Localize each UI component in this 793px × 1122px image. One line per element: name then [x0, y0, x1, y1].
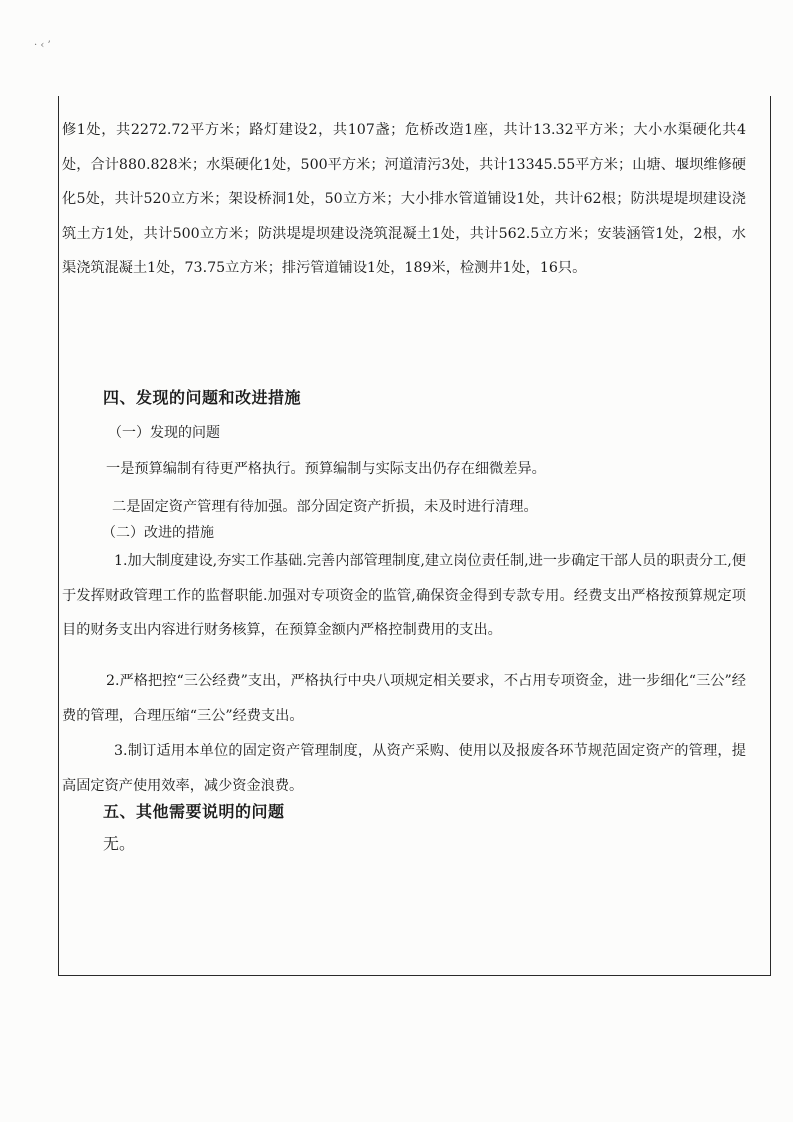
problems-subheading: （一）发现的问题	[108, 425, 220, 441]
section5-heading: 五、其他需要说明的问题	[103, 802, 285, 821]
problem-2: 二是固定资产管理有待加强。部分固定资产折损，未及时进行清理。	[112, 499, 538, 515]
section4-heading: 四、发现的问题和改进措施	[103, 388, 302, 407]
intro-paragraph: 修1处，共2272.72平方米；路灯建设2，共107盏；危桥改造1座，共计13.32平方米；大小水渠硬化共4处，合计880.828米；水渠硬化1处，500平方米；河道清污3处，共计13345.55平方米；山塘、堰坝维修硬化5处，共计520立方米；架设桥洞1处，50立方米；大小排水管道铺设1处，共计62根；防洪堤堤坝建设浇筑土方1处，共计500立方米；防洪堤堤坝建设浇筑混凝土1处，共计562.5立方米；安装涵管1处，2根，水渠浇筑混凝土1处，73.75立方米；排污管道铺设1处，189米，检测井1处，16只。	[62, 122, 746, 276]
problem-1: 一是预算编制有待更严格执行。预算编制与实际支出仍存在细微差异。	[106, 461, 546, 477]
measure-1: 1.加大制度建设,夯实工作基础.完善内部管理制度,建立岗位责任制,进一步确定干部人员的职责分工,便于发挥财政管理工作的监督职能.加强对专项资金的监管,确保资金得到专款专用。经费支出严格按预算规定项目的财务支出内容进行财务核算，在预算金额内严格控制费用的支出。	[62, 553, 746, 638]
measures-subheading: （二）改进的措施	[102, 525, 214, 541]
measure-2: 2.严格把控“三公经费”支出，严格执行中央八项规定相关要求，不占用专项资金，进一步细化“三公”经费的管理，合理压缩“三公”经费支出。	[62, 673, 746, 724]
scan-marks: · ‹ ’	[34, 40, 51, 51]
section5-content: 无。	[103, 834, 136, 853]
measure-3: 3.制订适用本单位的固定资产管理制度，从资产采购、使用以及报废各环节规范固定资产的管理，提高固定资产使用效率，减少资金浪费。	[62, 743, 746, 794]
